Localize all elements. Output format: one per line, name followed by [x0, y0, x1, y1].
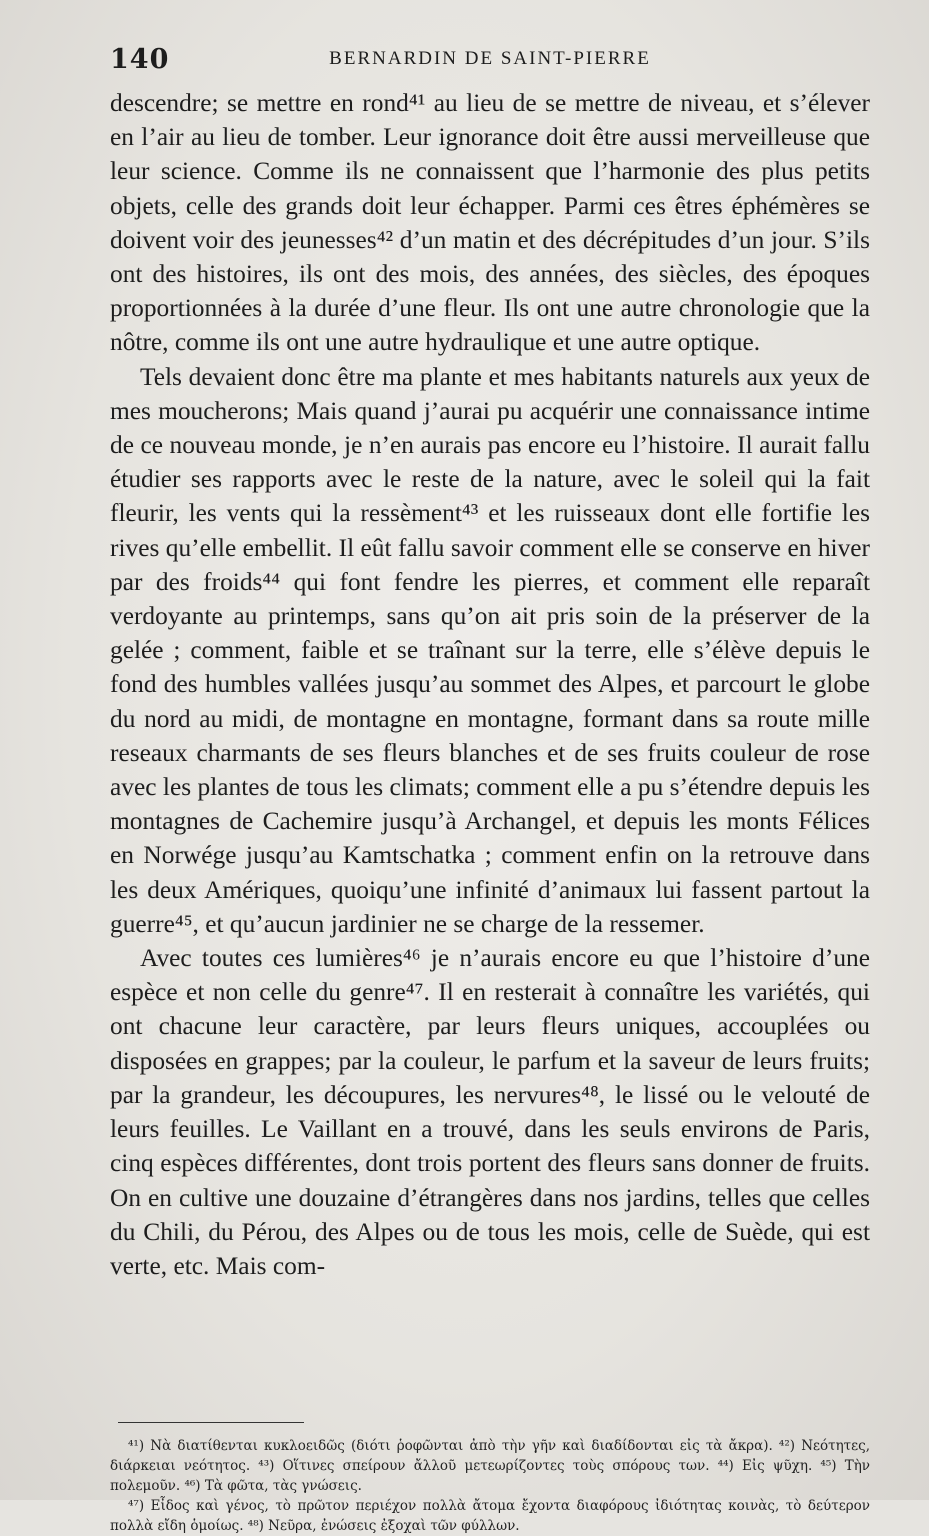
footnote-block: ⁴¹) Νὰ διατίθενται κυκλοειδῶς (διότι ῥοφῶνται ἀπὸ τὴν γῆν καὶ διαδίδονται εἰς τὰ ἄκρα). ⁴²) Νεότητες, διάρκειαι νεότητος. ⁴³) Οἵτινες σπείρουν ἄλλοῦ μετεωρίζοντες τοὺς σπόρους των. ⁴⁴) Εἰς ψῦχη. ⁴⁵) Τὴν πολεμοῦν. ⁴⁶) Τὰ φῶτα, τὰς γνώσεις.	[110, 1438, 870, 1494]
running-head	[110, 44, 870, 80]
page-number: 140	[110, 44, 170, 75]
body-text	[110, 86, 870, 1283]
paragraph: Avec toutes ces lumières⁴⁶ je n’aurais encore eu que l’histoire d’une espèce et non celle du genre⁴⁷. Il en resterait à connaître les variétés, qui ont chacune leur caractère, par leurs fleurs uniques, accouplées ou disposées en grappes; par la couleur, le parfum et la saveur de leurs fruits; par la grandeur, les découpures, les nervures⁴⁸, le lissé ou le velouté de leurs feuilles. Le Vaillant en a trouvé, dans les seuls environs de Paris, cinq espèces différentes, dont trois portent des fleurs sans donner de fruits. On en cultive une douzaine d’étrangères dans nos jardins, telles que celles du Chili, du Pérou, des Alpes ou de tous les mois, celle de Suède, qui est verte, etc. Mais com-	[110, 944, 870, 1280]
paragraph: descendre; se mettre en rond⁴¹ au lieu de se mettre de niveau, et s’élever en l’air au lieu de tomber. Leur ignorance doit être aussi merveilleuse que leur science. Comme ils ne connaissent que l’harmonie des plus petits objets, celle des grands doit leur échapper. Parmi ces êtres éphémères se doivent voir des jeunesses⁴² d’un matin et des décrépitudes d’un jour. S’ils ont des histoires, ils ont des mois, des années, des siècles, des époques proportionnées à la durée d’une fleur. Ils ont une autre chronologie que la nôtre, comme ils ont une autre hydraulique et une autre optique.	[110, 89, 870, 357]
paragraph: Tels devaient donc être ma plante et mes habitants naturels aux yeux de mes moucherons; Mais quand j’aurai pu acquérir une connaissance intime de ce nouveau monde, je n’en aurais pas encore eu l’histoire. Il aurait fallu étudier ses rapports avec le reste de la nature, avec le soleil qui la fait fleurir, les vents qui la ressèment⁴³ et les ruisseaux dont elle fortifie les rives qu’elle embellit. Il eût fallu savoir comment elle se conserve en hiver par des froids⁴⁴ qui font fendre les pierres, et comment elle reparaît verdoyante au printemps, sans qu’on ait pris soin de la préserver de la gelée ; comment, faible et se traînant sur la terre, elle s’élève depuis le fond des humbles vallées jusqu’au sommet des Alpes, et parcourt le globe du nord au midi, de montagne en montagne, formant dans sa route mille reseaux charmants de ses fleurs blanches et de ses fruits couleur de rose avec les plantes de tous les climats; comment elle a pu s’étendre depuis les montagnes de Cachemire jusqu’à Archangel, et depuis les monts Félices en Norwége jusqu’au Kamtschatka ; comment enfin on la retrouve dans les deux Amériques, quoiqu’une infinité d’animaux lui fassent partout la guerre⁴⁵, et qu’aucun jardinier ne se charge de la ressemer.	[110, 362, 870, 938]
footnote-divider	[118, 1422, 304, 1423]
footnote-block: ⁴⁷) Εἶδος καὶ γένος, τὸ πρῶτον περιέχον πολλὰ ἄτομα ἔχοντα διαφόρους ἰδιότητας κοινὰς, τὸ δεύτερον πολλὰ εἴδη ὁμοίως. ⁴⁸) Νεῦρα, ἐνώσεις ἐξοχαὶ τῶν φύλλων.	[110, 1498, 870, 1534]
footnotes	[110, 1436, 870, 1536]
running-title: BERNARDIN DE SAINT-PIERRE	[329, 48, 651, 69]
